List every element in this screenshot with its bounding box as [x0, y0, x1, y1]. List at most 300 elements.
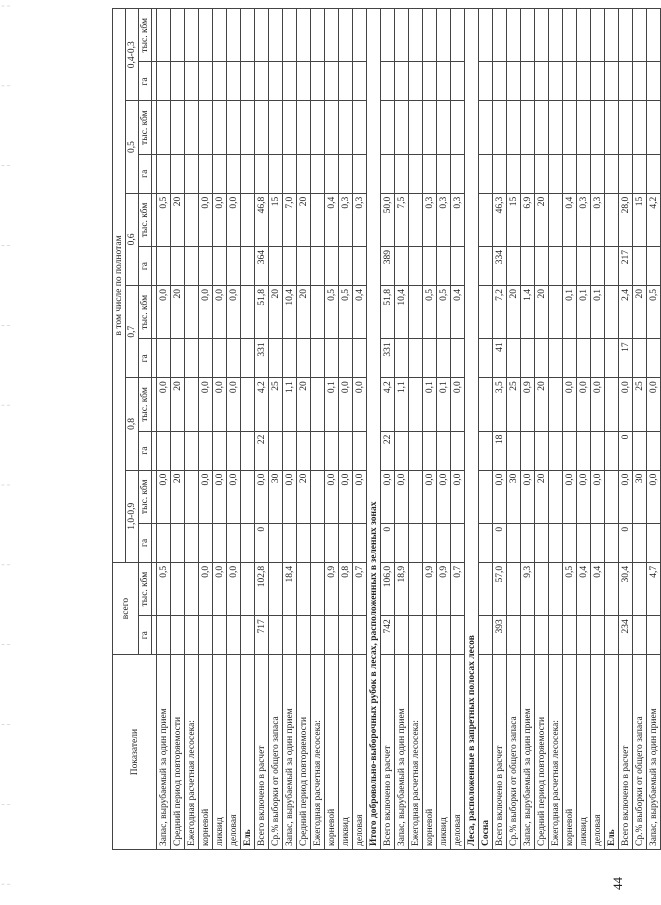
table-cell: 4,7 — [647, 562, 661, 615]
table-cell: 25 — [269, 378, 283, 431]
table-cell — [269, 247, 283, 286]
table-row — [549, 9, 563, 850]
table-row — [521, 9, 535, 850]
unit-volume-header: тыс. кбм — [139, 470, 152, 523]
table-cell — [409, 616, 423, 655]
table-cell: 0,0 — [199, 378, 213, 431]
table-cell — [647, 247, 661, 286]
table-cell — [409, 193, 423, 246]
table-cell — [549, 616, 563, 655]
table-cell: 18,9 — [395, 562, 409, 615]
table-row — [633, 9, 647, 850]
table-cell — [605, 431, 619, 470]
table-cell — [395, 339, 409, 378]
table-cell — [311, 470, 325, 523]
table-cell: 0,0 — [619, 378, 633, 431]
table-cell — [633, 154, 647, 193]
table-cell — [339, 431, 353, 470]
table-cell — [227, 62, 241, 101]
table-cell — [241, 616, 255, 655]
table-cell — [479, 616, 493, 655]
table-row — [577, 9, 591, 850]
table-cell — [535, 562, 549, 615]
density-header: 0,6 — [126, 193, 139, 285]
table-cell — [185, 62, 199, 101]
table-cell — [171, 62, 185, 101]
table-cell — [563, 616, 577, 655]
table-cell: 46,8 — [255, 193, 269, 246]
table-cell: 20 — [171, 378, 185, 431]
table-cell — [395, 154, 409, 193]
table-cell — [647, 523, 661, 562]
row-label: деловая — [353, 655, 367, 850]
table-row — [185, 9, 199, 850]
table-cell — [577, 431, 591, 470]
table-cell: 20 — [535, 470, 549, 523]
table-cell: 331 — [255, 339, 269, 378]
table-cell — [549, 431, 563, 470]
row-label: Средний период повторяемости — [297, 655, 311, 850]
table-cell — [325, 101, 339, 154]
table-cell — [577, 523, 591, 562]
table-cell — [647, 9, 661, 62]
table-cell — [311, 154, 325, 193]
table-cell: 0,0 — [227, 286, 241, 339]
table-cell: 364 — [255, 247, 269, 286]
table-cell: 22 — [381, 431, 395, 470]
table-cell — [507, 616, 521, 655]
table-cell — [213, 101, 227, 154]
density-header: 0,8 — [126, 378, 139, 470]
row-label: Средний период повторяемости — [171, 655, 185, 850]
table-cell — [213, 154, 227, 193]
table-cell: 10,4 — [395, 286, 409, 339]
table-cell — [549, 470, 563, 523]
table-cell — [213, 523, 227, 562]
table-row — [591, 9, 605, 850]
row-label: Ежегодная расчетная лесосека: — [549, 655, 563, 850]
table-cell: 0,0 — [381, 470, 395, 523]
table-cell — [227, 339, 241, 378]
table-row — [563, 9, 577, 850]
table-cell: 18,4 — [283, 562, 297, 615]
table-cell — [325, 339, 339, 378]
table-cell — [171, 431, 185, 470]
table-row — [325, 9, 339, 850]
table-cell: 0,1 — [325, 378, 339, 431]
table-cell — [577, 339, 591, 378]
table-cell — [241, 101, 255, 154]
table-cell — [353, 616, 367, 655]
row-label: Ежегодная расчетная лесосека: — [311, 655, 325, 850]
table-cell — [549, 378, 563, 431]
table-cell: 0,4 — [591, 562, 605, 615]
table-cell: 0,5 — [423, 286, 437, 339]
table-cell — [171, 616, 185, 655]
table-cell — [185, 247, 199, 286]
table-cell: 18 — [493, 431, 507, 470]
section-row — [241, 9, 255, 850]
table-cell: 0,0 — [591, 470, 605, 523]
row-label: Ежегодная расчетная лесосека: — [409, 655, 423, 850]
table-cell: 0,0 — [493, 470, 507, 523]
table-cell: 0,0 — [199, 562, 213, 615]
table-cell — [325, 616, 339, 655]
table-cell — [297, 431, 311, 470]
table-cell — [577, 247, 591, 286]
table-cell: 0,0 — [199, 470, 213, 523]
table-cell — [605, 523, 619, 562]
table-cell — [269, 101, 283, 154]
row-label: Средний период повторяемости — [535, 655, 549, 850]
table-cell — [563, 154, 577, 193]
table-cell — [591, 154, 605, 193]
table-cell — [605, 616, 619, 655]
row-label: Ежегодная расчетная лесосека: — [185, 655, 199, 850]
table-cell — [479, 62, 493, 101]
table-cell: 20 — [297, 286, 311, 339]
table-cell — [185, 562, 199, 615]
table-cell: 0,3 — [577, 193, 591, 246]
table-cell — [325, 154, 339, 193]
table-cell — [157, 247, 171, 286]
table-cell: 0,5 — [339, 286, 353, 339]
table-cell — [633, 431, 647, 470]
table-row — [353, 9, 367, 850]
table-cell: 0,0 — [157, 286, 171, 339]
table-cell — [185, 616, 199, 655]
table-cell — [311, 193, 325, 246]
table-cell: 20 — [633, 286, 647, 339]
table-cell — [311, 247, 325, 286]
table-cell — [199, 101, 213, 154]
table-cell — [507, 9, 521, 62]
table-cell — [521, 523, 535, 562]
unit-volume-header: тыс. кбм — [139, 562, 152, 615]
table-cell — [241, 470, 255, 523]
table-cell — [325, 431, 339, 470]
table-cell — [171, 523, 185, 562]
table-cell — [451, 9, 465, 62]
table-cell: 0,0 — [423, 470, 437, 523]
table-cell — [213, 431, 227, 470]
table-cell: 0,0 — [213, 193, 227, 246]
table-cell — [409, 339, 423, 378]
table-cell — [521, 62, 535, 101]
table-row — [381, 9, 395, 850]
table-cell: 102,8 — [255, 562, 269, 615]
table-cell: 10,4 — [283, 286, 297, 339]
table-cell: 0,0 — [591, 378, 605, 431]
table-cell — [325, 62, 339, 101]
row-label: Запас, вырубаемый за один прием — [647, 655, 661, 850]
table-cell — [423, 523, 437, 562]
table-cell — [241, 193, 255, 246]
table-cell — [619, 62, 633, 101]
table-cell: 15 — [633, 193, 647, 246]
table-cell: 0 — [619, 431, 633, 470]
table-cell — [479, 562, 493, 615]
table-cell — [395, 9, 409, 62]
table-cell — [479, 431, 493, 470]
table-cell: 2,4 — [619, 286, 633, 339]
table-row — [227, 9, 241, 850]
row-label: корневой — [423, 655, 437, 850]
table-cell — [255, 101, 269, 154]
table-cell — [409, 62, 423, 101]
table-cell — [549, 562, 563, 615]
table-cell: 20 — [507, 286, 521, 339]
table-cell: 0,5 — [563, 562, 577, 615]
table-cell: 0,0 — [395, 470, 409, 523]
row-label: ликвид — [577, 655, 591, 850]
table-cell: 0,1 — [423, 378, 437, 431]
table-cell: 0,4 — [353, 286, 367, 339]
table-cell: 1,1 — [395, 378, 409, 431]
table-cell — [241, 523, 255, 562]
table-cell: 22 — [255, 431, 269, 470]
table-cell — [339, 616, 353, 655]
table-cell — [269, 339, 283, 378]
table-cell — [311, 523, 325, 562]
table-cell: 7,0 — [283, 193, 297, 246]
row-label: Сосна — [479, 655, 493, 850]
table-cell — [451, 247, 465, 286]
scan-edge-marks: ¦ ¦ ¦ ¦ ¦ ¦ ¦ ¦ ¦ ¦ ¦ ¦ — [0, 5, 10, 885]
table-row — [171, 9, 185, 850]
table-cell — [549, 62, 563, 101]
table-row — [451, 9, 465, 850]
table-cell: 742 — [381, 616, 395, 655]
section-row — [605, 9, 619, 850]
row-label: деловая — [227, 655, 241, 850]
table-cell — [563, 247, 577, 286]
table-cell — [507, 154, 521, 193]
table-cell — [507, 523, 521, 562]
table-cell — [577, 9, 591, 62]
table-cell — [591, 523, 605, 562]
table-cell — [241, 247, 255, 286]
table-cell — [255, 62, 269, 101]
table-cell — [493, 154, 507, 193]
table-cell: 0 — [619, 523, 633, 562]
table-cell — [409, 9, 423, 62]
table-cell — [451, 616, 465, 655]
table-cell — [381, 154, 395, 193]
table-cell: 0,1 — [577, 286, 591, 339]
table-cell — [409, 431, 423, 470]
row-label: ликвид — [213, 655, 227, 850]
table-cell — [311, 339, 325, 378]
table-cell — [521, 616, 535, 655]
row-label: корневой — [325, 655, 339, 850]
table-cell — [605, 470, 619, 523]
table-cell — [171, 101, 185, 154]
table-cell — [409, 378, 423, 431]
row-label: корневой — [563, 655, 577, 850]
table-cell — [521, 431, 535, 470]
table-cell — [353, 523, 367, 562]
table-cell — [605, 286, 619, 339]
table-cell — [241, 154, 255, 193]
table-cell — [577, 616, 591, 655]
table-cell — [507, 562, 521, 615]
table-row — [493, 9, 507, 850]
table-cell: 0,0 — [647, 470, 661, 523]
row-label: корневой — [199, 655, 213, 850]
table-cell: 334 — [493, 247, 507, 286]
table-cell — [493, 101, 507, 154]
table-cell: 20 — [535, 378, 549, 431]
table-cell: 30,4 — [619, 562, 633, 615]
table-cell: 0,1 — [563, 286, 577, 339]
table-cell — [353, 154, 367, 193]
table-cell — [437, 523, 451, 562]
table-cell — [227, 616, 241, 655]
table-cell — [507, 62, 521, 101]
table-cell — [185, 470, 199, 523]
table-cell — [507, 247, 521, 286]
table-cell: 0,4 — [563, 193, 577, 246]
table-cell — [479, 193, 493, 246]
table-cell — [339, 523, 353, 562]
row-label: Всего включено в расчет — [255, 655, 269, 850]
table-cell — [395, 101, 409, 154]
row-label: Запас, вырубаемый за один прием — [283, 655, 297, 850]
table-row — [311, 9, 325, 850]
table-cell — [339, 9, 353, 62]
table-cell: 15 — [507, 193, 521, 246]
table-cell: 0,0 — [563, 470, 577, 523]
table-cell — [563, 431, 577, 470]
table-cell — [213, 62, 227, 101]
col-header-total: всего — [113, 562, 139, 654]
table-cell: 0,3 — [353, 193, 367, 246]
table-row — [423, 9, 437, 850]
table-cell: 0,0 — [563, 378, 577, 431]
table-cell — [339, 247, 353, 286]
table-cell — [563, 523, 577, 562]
density-header: 0,4-0,3 — [126, 9, 139, 101]
row-label: ликвид — [339, 655, 353, 850]
table-cell: 0,0 — [577, 470, 591, 523]
table-cell: 20 — [297, 378, 311, 431]
table-cell: 0,8 — [339, 562, 353, 615]
table-cell — [185, 9, 199, 62]
table-cell — [353, 62, 367, 101]
table-cell: 0,0 — [521, 470, 535, 523]
unit-volume-header: тыс. кбм — [139, 378, 152, 431]
table-cell — [437, 62, 451, 101]
table-cell: 0,0 — [157, 470, 171, 523]
page-number: 44 — [610, 877, 625, 890]
table-cell — [283, 431, 297, 470]
table-cell: 0,0 — [577, 378, 591, 431]
row-label: Запас, вырубаемый за один прием — [395, 655, 409, 850]
table-cell — [605, 9, 619, 62]
table-cell — [591, 62, 605, 101]
table-cell — [297, 101, 311, 154]
table-cell — [353, 431, 367, 470]
table-cell — [535, 431, 549, 470]
table-row — [269, 9, 283, 850]
table-cell — [437, 616, 451, 655]
table-cell — [647, 154, 661, 193]
table-cell — [605, 154, 619, 193]
table-cell: 0,5 — [647, 286, 661, 339]
table-cell — [283, 523, 297, 562]
table-cell — [493, 62, 507, 101]
table-cell: 0,7 — [451, 562, 465, 615]
table-cell: 0,5 — [157, 193, 171, 246]
table-cell: 0,0 — [213, 286, 227, 339]
table-cell: 51,8 — [255, 286, 269, 339]
table-cell — [591, 101, 605, 154]
table-cell — [535, 247, 549, 286]
unit-volume-header: тыс. кбм — [139, 286, 152, 339]
table-cell — [423, 9, 437, 62]
table-cell — [185, 154, 199, 193]
table-cell — [353, 101, 367, 154]
table-cell — [591, 247, 605, 286]
table-row — [199, 9, 213, 850]
table-cell — [633, 616, 647, 655]
table-cell: 3,5 — [493, 378, 507, 431]
table-row — [297, 9, 311, 850]
table-cell: 0,3 — [437, 193, 451, 246]
table-cell — [423, 616, 437, 655]
table-cell — [283, 339, 297, 378]
table-cell — [535, 523, 549, 562]
table-cell — [563, 62, 577, 101]
table-cell: 30 — [269, 470, 283, 523]
table-cell: 0,0 — [213, 562, 227, 615]
table-cell — [549, 339, 563, 378]
table-cell — [535, 154, 549, 193]
table-cell: 0,0 — [451, 470, 465, 523]
row-label: деловая — [451, 655, 465, 850]
table-cell — [493, 9, 507, 62]
table-cell — [171, 9, 185, 62]
table-cell — [185, 378, 199, 431]
table-cell — [185, 523, 199, 562]
table-cell — [297, 523, 311, 562]
table-cell: 0,0 — [213, 378, 227, 431]
table-cell — [535, 9, 549, 62]
table-cell — [185, 101, 199, 154]
table-cell — [479, 101, 493, 154]
table-cell — [297, 616, 311, 655]
table-cell — [311, 62, 325, 101]
table-cell: 393 — [493, 616, 507, 655]
table-cell: 25 — [633, 378, 647, 431]
table-cell — [507, 101, 521, 154]
table-cell: 20 — [171, 193, 185, 246]
table-cell — [451, 101, 465, 154]
col-header-by-density: в том числе по полнотам — [113, 9, 126, 563]
table-cell — [185, 193, 199, 246]
table-cell — [171, 339, 185, 378]
section-row — [479, 9, 493, 850]
table-cell — [269, 523, 283, 562]
table-cell — [409, 154, 423, 193]
table-cell — [409, 562, 423, 615]
table-cell — [633, 339, 647, 378]
table-cell: 0,3 — [423, 193, 437, 246]
table-cell — [395, 247, 409, 286]
density-header: 0,7 — [126, 286, 139, 378]
unit-ha-header: га — [139, 247, 152, 286]
